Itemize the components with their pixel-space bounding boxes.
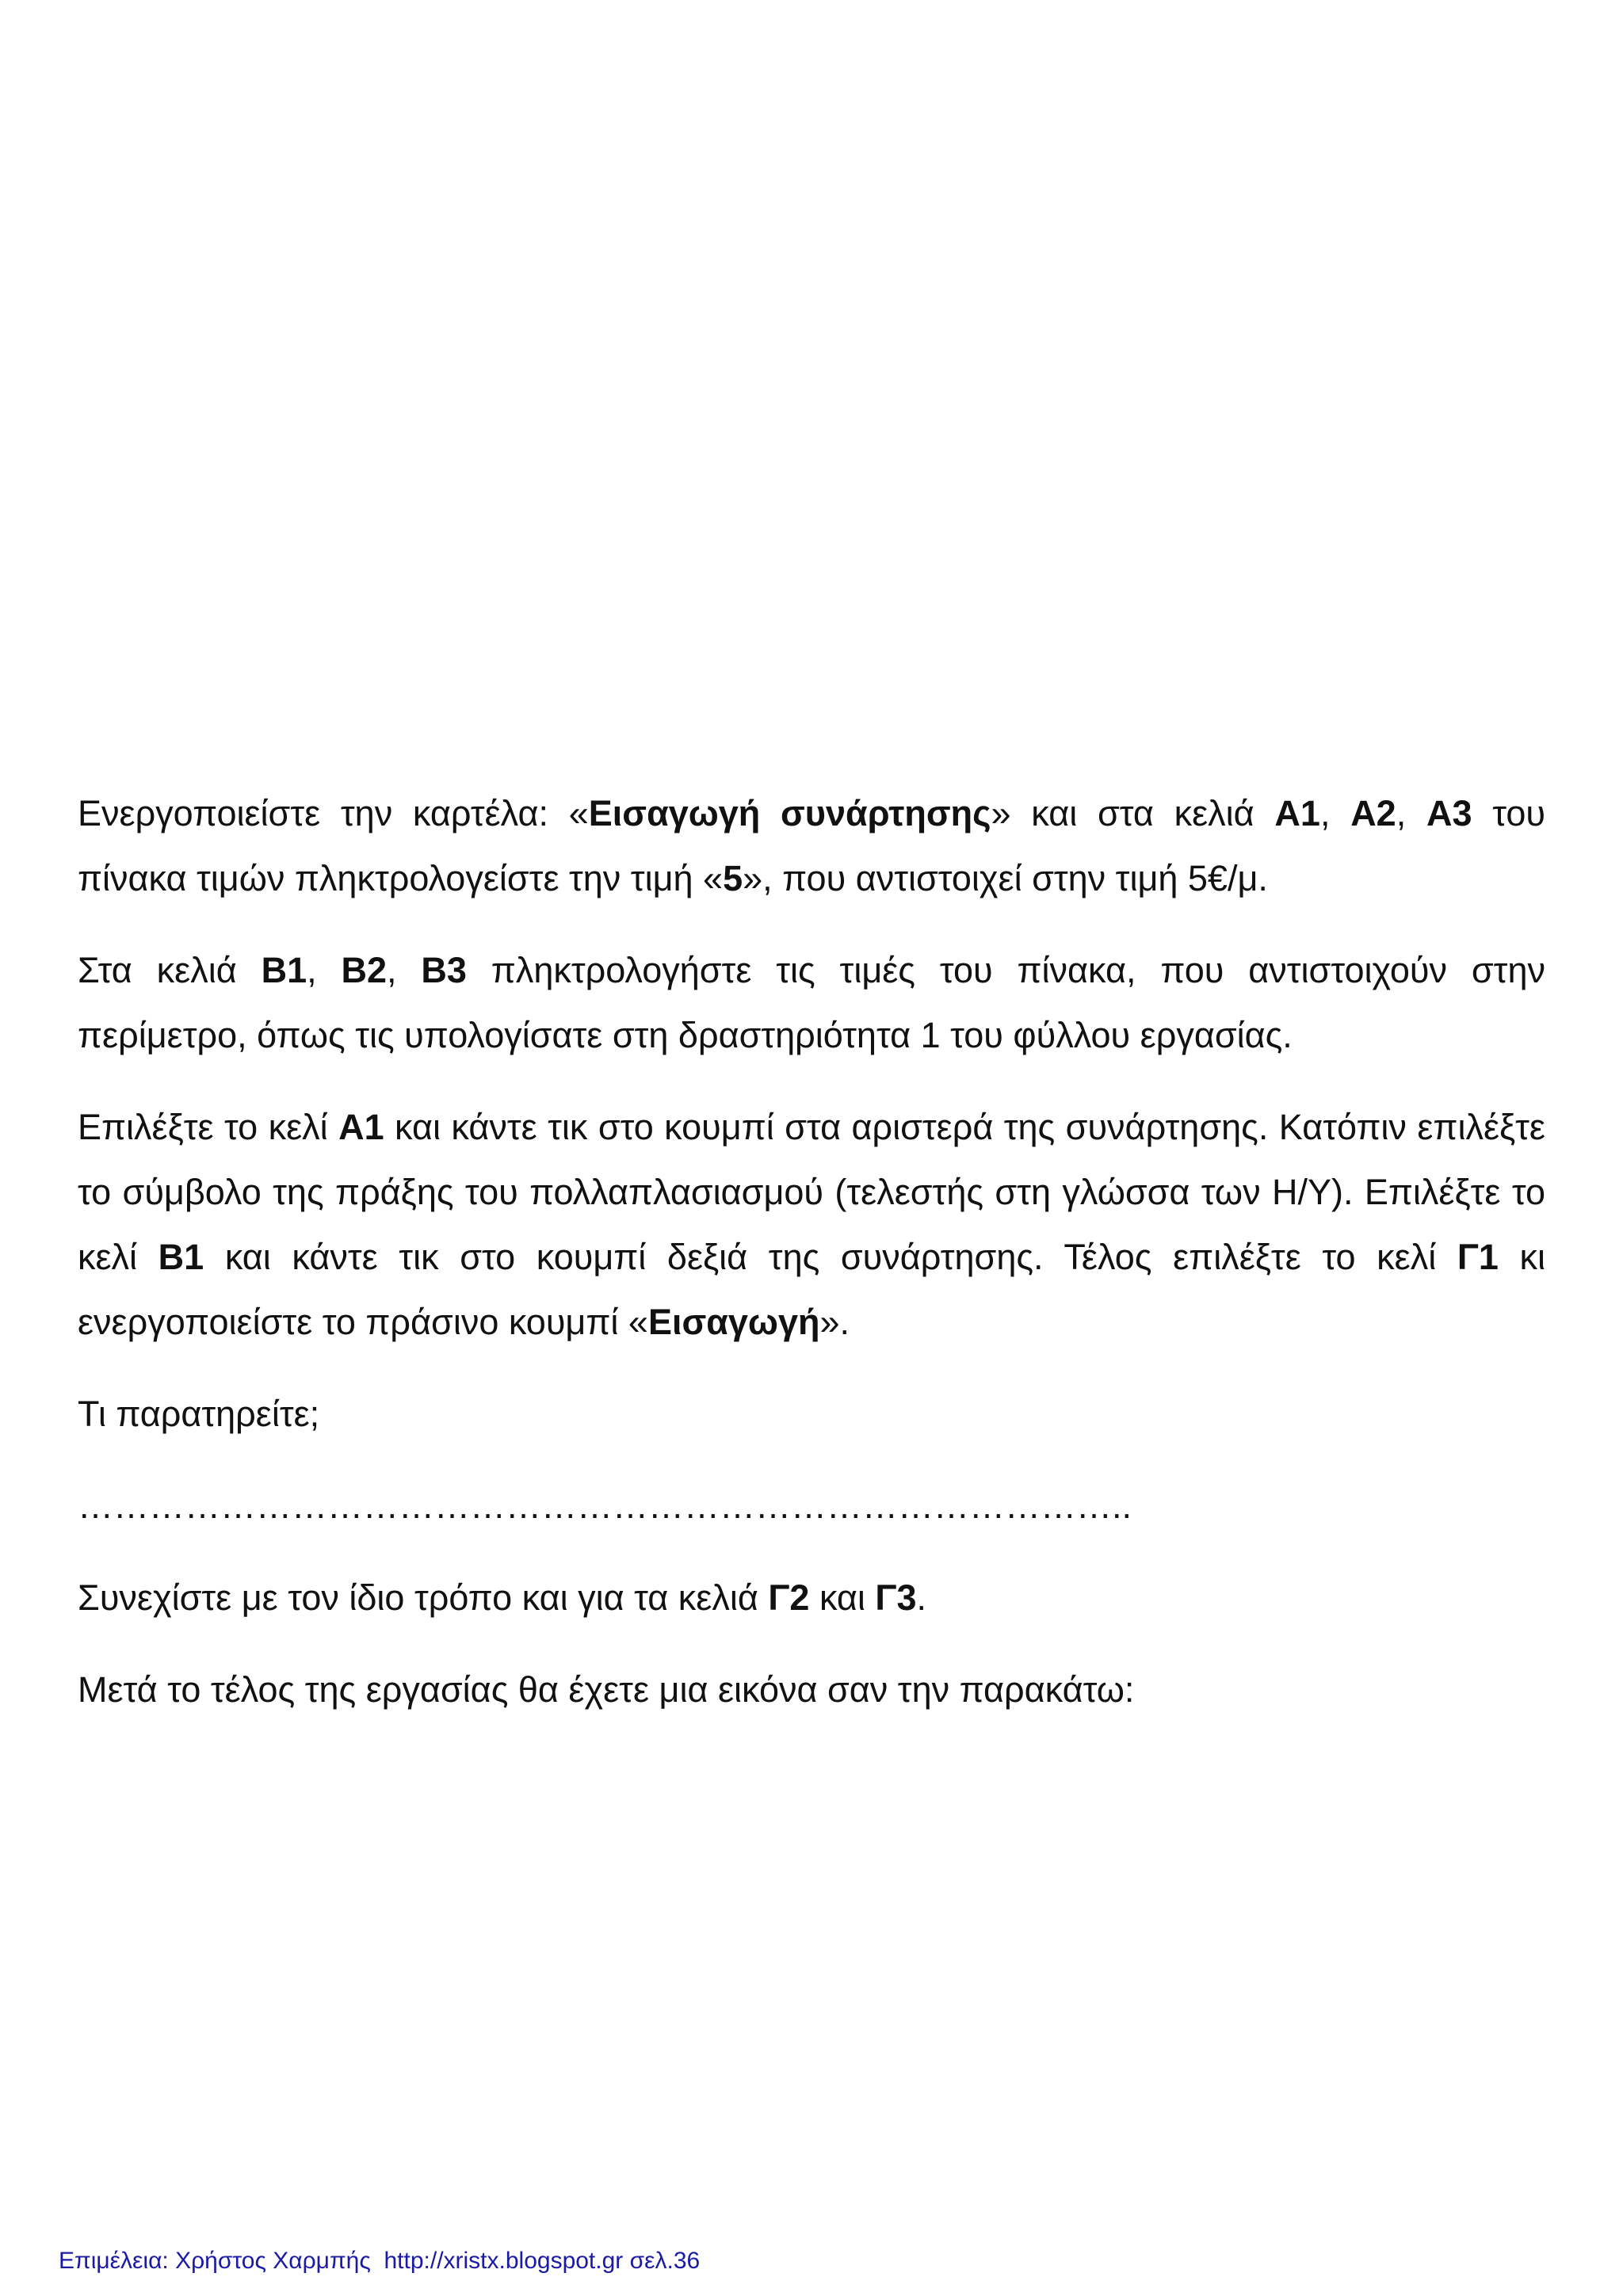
text-run: και [809, 1577, 876, 1618]
cell-ref-b2: B2 [341, 950, 388, 990]
question-observation: Τι παρατηρείτε; [78, 1394, 320, 1434]
cell-ref-a1: A1 [1274, 793, 1320, 833]
bold-term-insert-function: Εισαγωγή συνάρτησης [588, 793, 991, 833]
cell-ref-a1: A1 [338, 1107, 384, 1147]
cell-ref-g2: Γ2 [768, 1577, 810, 1618]
text-run: , [387, 950, 422, 990]
text-run: Συνεχίστε με τον ίδιο τρόπο και για τα κελιά [78, 1577, 769, 1618]
text-run: πληκτρολογήστε τις τιμές του πίνακα, που αντιστοιχούν στην περίμετρο, όπως τις υπολογίσατε στη δραστηριότητα 1 του φύλλου εργασίας. [78, 950, 1545, 1055]
paragraph-activate-tab [78, 781, 1545, 911]
page-footer: Επιμέλεια: Χρήστος Χαρμπής http://xristx.blogspot.gr σελ.36 [59, 2248, 701, 2274]
text-run: και κάντε τικ στο κουμπί στα αριστερά της συνάρτησης. Κατόπιν επιλέξτε το σύμβολο της πράξης του πολλαπλασιασμού (τελεστής στη γλώσσα των Η/Υ). Επιλέξτε το κελί [78, 1107, 1545, 1277]
answer-dotted-line: …………………………………………………………………………….. [78, 1486, 1132, 1526]
cell-ref-b3: B3 [421, 950, 467, 990]
text-run: Επιλέξτε το κελί [78, 1107, 339, 1147]
cell-ref-g1: Γ1 [1457, 1237, 1499, 1277]
text-run: . [916, 1577, 927, 1618]
text-run: , [307, 950, 342, 990]
cell-ref-b1: B1 [261, 950, 307, 990]
cell-ref-g3: Γ3 [875, 1577, 917, 1618]
cell-ref-a2: A2 [1350, 793, 1396, 833]
paragraph-continue-cells [78, 1566, 1545, 1630]
paragraph-final-image-note: Μετά το τέλος της εργασίας θα έχετε μια εικόνα σαν την παρακάτω: [78, 1669, 1135, 1710]
paragraph-build-formula [78, 1095, 1545, 1355]
paragraph-enter-perimeter [78, 938, 1545, 1068]
document-body [78, 781, 1545, 1749]
cell-ref-b1: B1 [158, 1237, 204, 1277]
text-run: κι ενεργοποιείστε το πράσινο κουμπί « [78, 1237, 1545, 1342]
text-run: ». [819, 1302, 850, 1342]
text-run: του πίνακα τιμών πληκτρολογείστε την τιμή « [78, 793, 1545, 898]
text-run: , [1319, 793, 1351, 833]
cell-ref-a3: A3 [1426, 793, 1472, 833]
text-run: , [1396, 793, 1426, 833]
value-five: 5 [723, 858, 743, 898]
bold-term-insert: Εισαγωγή [647, 1302, 820, 1342]
text-run: Ενεργοποιείστε την καρτέλα: « [78, 793, 589, 833]
text-run: και κάντε τικ στο κουμπί δεξιά της συνάρτησης. Τέλος επιλέξτε το κελί [204, 1237, 1457, 1277]
text-run: », που αντιστοιχεί στην τιμή 5€/μ. [743, 858, 1268, 898]
text-run: » και στα κελιά [991, 793, 1275, 833]
text-run: Στα κελιά [78, 950, 262, 990]
